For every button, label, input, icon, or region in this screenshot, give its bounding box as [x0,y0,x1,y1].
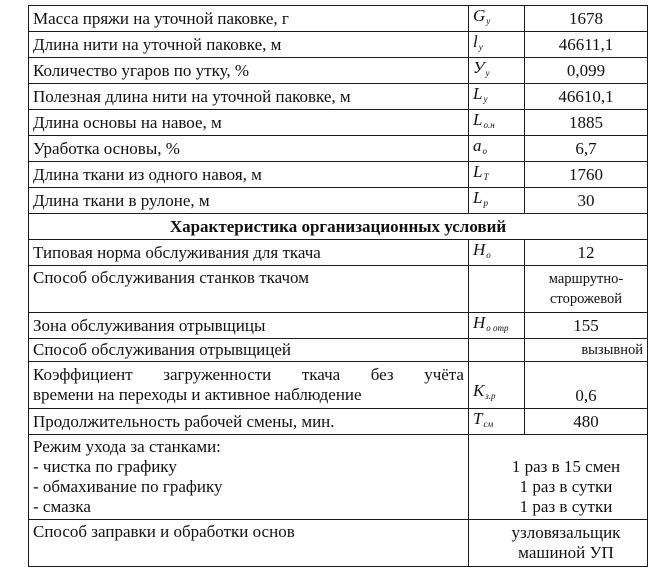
param-symbol [469,339,525,362]
param-name: Масса пряжи на уточной паковке, г [29,6,469,32]
param-symbol: $L_{о.н}$ [469,110,525,136]
care-item-value: 1 раз в сутки [519,497,613,516]
care-item-value: 1 раз в 15 смен [511,457,621,476]
param-name: Коэффициент загруженности ткача без учёта времени на переходы и активное наблюдение [29,362,469,409]
param-value: 0,099 [525,58,648,84]
table-row [29,32,648,58]
table-row [29,240,648,266]
param-value: 30 [525,188,648,214]
table-row [29,6,648,32]
table-row [29,409,648,435]
section-title: Характеристика организационных условий [29,214,648,240]
table-row [29,339,648,362]
org-rows [29,214,648,567]
care-row [29,435,648,520]
param-value: 12 [525,240,648,266]
care-title: Режим ухода за станками: [33,437,221,456]
param-value: 6,7 [525,136,648,162]
table-row [29,162,648,188]
table-row [29,110,648,136]
param-symbol: $L_р$ [469,188,525,214]
table-row [29,188,648,214]
param-name: Типовая норма обслуживания для ткача [29,240,469,266]
care-item-label: - смазка [33,497,91,516]
section-row [29,214,648,240]
param-value: 46610,1 [525,84,648,110]
param-value: 1678 [525,6,648,32]
param-value: 480 [525,409,648,435]
param-value: 0,6 [525,362,648,409]
param-symbol: $L_у$ [469,84,525,110]
param-symbol: $Н_о$ [469,240,525,266]
param-name: Количество угаров по утку, % [29,58,469,84]
param-symbol: $L_Т$ [469,162,525,188]
care-item-value: 1 раз в сутки [519,477,613,496]
table-row [29,520,648,567]
param-name: Полезная длина нити на уточной паковке, м [29,84,469,110]
param-value: 1885 [525,110,648,136]
param-symbol: $Н_{о отр}$ [469,313,525,339]
table-row [29,266,648,313]
param-symbol: $К_{з.р}$ [469,362,525,409]
parameters-table [28,5,648,567]
param-name: Зона обслуживания отрывщицы [29,313,469,339]
param-value: узловязальщик машиной УП [469,520,648,567]
param-name: Длина ткани из одного навоя, м [29,162,469,188]
care-values [469,435,648,520]
table-row [29,136,648,162]
param-value: 46611,1 [525,32,648,58]
param-name: Длина нити на уточной паковке, м [29,32,469,58]
param-symbol: $У_у$ [469,58,525,84]
param-symbol: $Т_{см}$ [469,409,525,435]
param-name: Длина основы на навое, м [29,110,469,136]
table-row [29,313,648,339]
table-row [29,84,648,110]
param-symbol: $a_о$ [469,136,525,162]
care-labels [29,435,469,520]
care-item-label: - чистка по графику [33,457,177,476]
param-name: Уработка основы, % [29,136,469,162]
param-name: Длина ткани в рулоне, м [29,188,469,214]
param-name: Продолжительность рабочей смены, мин. [29,409,469,435]
param-name: Способ обслуживания станков ткачом [29,266,469,313]
table-row [29,362,648,409]
param-name: Способ заправки и обработки основ [29,520,469,567]
param-symbol [469,266,525,313]
care-item-label: - обмахивание по графику [33,477,223,496]
param-value: 1760 [525,162,648,188]
param-value: вызывной [525,339,648,362]
param-value: маршрутно- сторожевой [525,266,648,313]
table-row [29,58,648,84]
param-symbol: $l_у$ [469,32,525,58]
param-value: 155 [525,313,648,339]
param-name: Способ обслуживания отрывщицей [29,339,469,362]
param-symbol: $G_у$ [469,6,525,32]
top-rows [29,6,648,214]
